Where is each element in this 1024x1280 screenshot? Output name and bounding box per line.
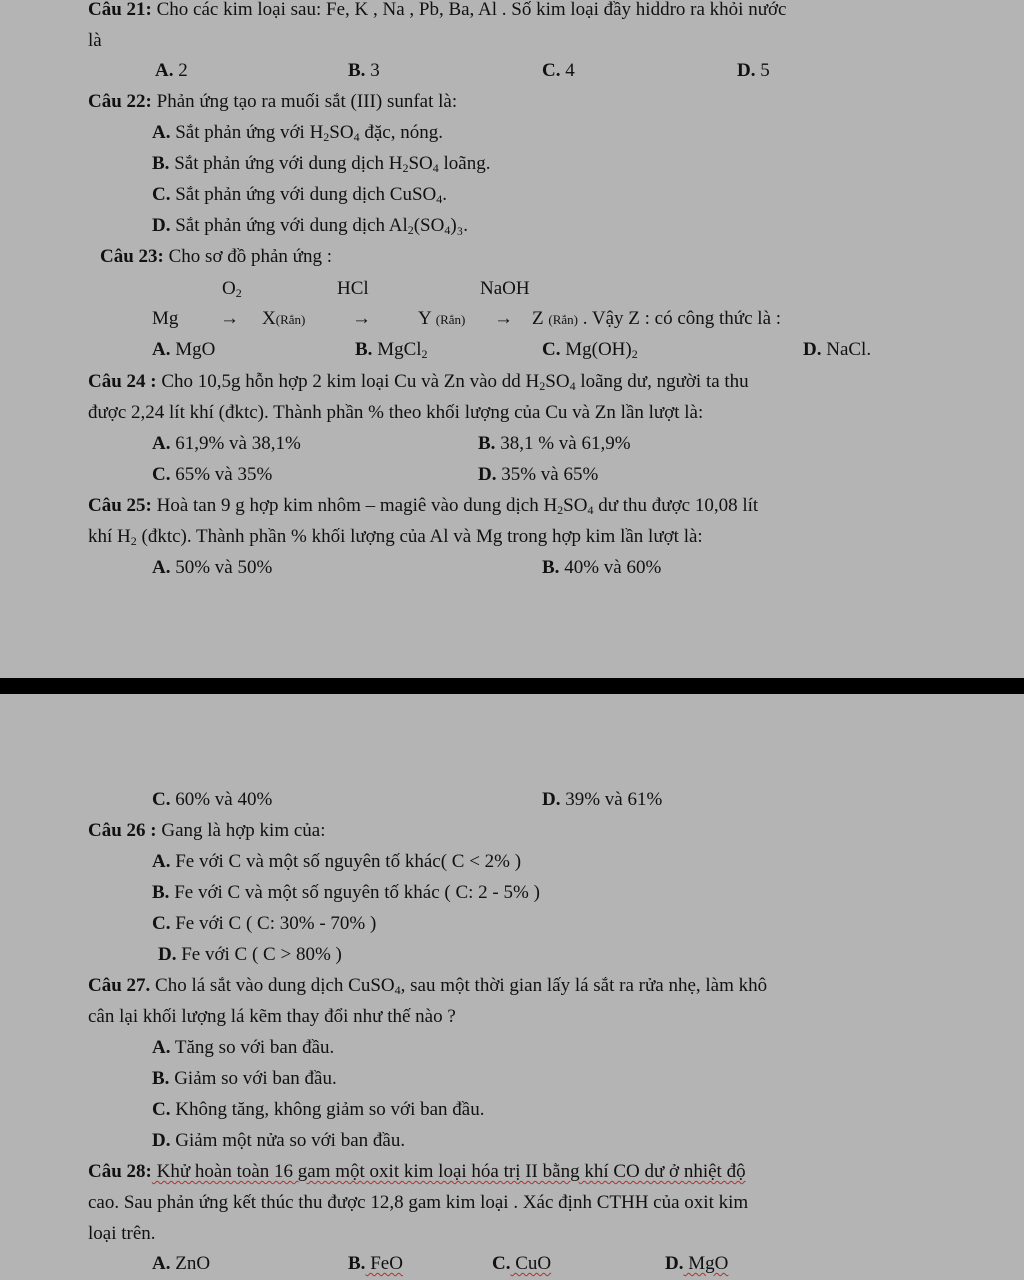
q22-option-c[interactable]: C. Sắt phản ứng với dung dịch CuSO$_4$.	[152, 184, 447, 206]
page-break-bar	[0, 678, 1024, 694]
q24-option-d[interactable]: D. 35% và 65%	[478, 464, 599, 485]
q25-stem-cont: khí $H_2$ (đktc). Thành phần % khối lượng của Al và Mg trong hợp kim lần lượt là:	[88, 526, 703, 548]
q24-option-c[interactable]: C. 65% và 35%	[152, 464, 273, 485]
q23-arrow-3: →	[494, 308, 513, 329]
q28-stem-cont-1: cao. Sau phản ứng kết thúc thu được 12,8 gam kim loại . Xác định CTHH của oxit kim	[88, 1192, 749, 1213]
q22-option-a[interactable]: A. Sắt phản ứng với $H_2SO_4$ đặc, nóng.	[152, 122, 443, 144]
q26-option-c[interactable]: C. Fe với C ( C: 30% - 70% )	[152, 913, 377, 934]
q23-reagent-hcl: HCl	[337, 278, 369, 299]
q25-option-a[interactable]: A. 50% và 50%	[152, 557, 273, 578]
q23-start-mg: Mg	[152, 308, 179, 329]
q22-stem: Câu 22: Phản ứng tạo ra muối sắt (III) sunfat là:	[88, 91, 458, 112]
q27-stem-cont: cân lại khối lượng lá kẽm thay đổi như thế nào ?	[88, 1006, 456, 1027]
q23-option-c[interactable]: C. $Mg(OH)_2$	[542, 339, 638, 361]
q28-option-c[interactable]: C. CuO	[492, 1253, 552, 1274]
q21-option-b[interactable]: B. 3	[348, 60, 380, 81]
q26-option-b[interactable]: B. Fe với C và một số nguyên tố khác ( C: 2 - 5% )	[152, 882, 540, 903]
q23-reagent-naoh: NaOH	[480, 278, 530, 299]
q21-option-d[interactable]: D. 5	[737, 60, 770, 81]
q25-option-c[interactable]: C. 60% và 40%	[152, 789, 273, 810]
q27-option-a[interactable]: A. Tăng so với ban đầu.	[152, 1037, 335, 1058]
q27-label: Câu 27.	[88, 975, 151, 996]
q24-option-b[interactable]: B. 38,1 % và 61,9%	[478, 433, 631, 454]
q23-x: X(Rắn)	[262, 308, 306, 329]
q22-option-b[interactable]: B. Sắt phản ứng với dung dịch $H_2SO_4$ loãng.	[152, 153, 491, 175]
q27-option-c[interactable]: C. Không tăng, không giảm so với ban đầu.	[152, 1099, 485, 1120]
q23-y: Y (Rắn)	[418, 308, 466, 329]
q23-z: Z (Rắn) . Vậy Z : có công thức là :	[532, 308, 782, 329]
q24-label: Câu 24 :	[88, 371, 157, 392]
q25-option-b[interactable]: B. 40% và 60%	[542, 557, 662, 578]
q28-stem: Câu 28: Khử hoàn toàn 16 gam một oxit kim loại hóa trị II bằng khí CO dư ở nhiệt độ	[88, 1161, 746, 1182]
q23-arrow-2: →	[352, 308, 371, 329]
q23-arrow-1: →	[220, 308, 239, 329]
q25-label: Câu 25:	[88, 495, 152, 516]
q22-label: Câu 22:	[88, 91, 152, 112]
q24-stem: Câu 24 : Cho 10,5g hỗn hợp 2 kim loại Cu và Zn vào dd $H_2SO_4$ loãng dư, người ta thu	[88, 371, 749, 393]
q26-label: Câu 26 :	[88, 820, 157, 841]
q28-option-d[interactable]: D. MgO	[665, 1253, 729, 1274]
q21-option-c[interactable]: C. 4	[542, 60, 575, 81]
q21-option-a[interactable]: A. 2	[155, 60, 188, 81]
q22-option-d[interactable]: D. Sắt phản ứng với dung dịch $Al_2(SO_4)_3$.	[152, 215, 469, 237]
q23-option-d[interactable]: D. NaCl.	[803, 339, 872, 360]
q26-stem: Câu 26 : Gang là hợp kim của:	[88, 820, 326, 841]
q23-stem: Câu 23: Cho sơ đồ phản ứng :	[100, 246, 332, 267]
q25-option-d[interactable]: D. 39% và 61%	[542, 789, 663, 810]
q24-option-a[interactable]: A. 61,9% và 38,1%	[152, 433, 301, 454]
q23-reagent-o2: $O_2$	[222, 278, 242, 300]
q23-option-b[interactable]: B. MgCl$_2$	[355, 339, 428, 361]
q26-option-a[interactable]: A. Fe với C và một số nguyên tố khác( C < 2% )	[152, 851, 522, 872]
q23-label: Câu 23:	[100, 246, 164, 267]
q21-stem-cont: là	[88, 30, 102, 51]
q21-stem	[88, 0, 786, 22]
q27-option-d[interactable]: D. Giảm một nửa so với ban đầu.	[152, 1130, 406, 1151]
q28-stem-cont-2: loại trên.	[88, 1223, 156, 1244]
q27-option-b[interactable]: B. Giảm so với ban đầu.	[152, 1068, 337, 1089]
q21-label: Câu 21:	[88, 0, 152, 20]
q28-option-a[interactable]: A. ZnO	[152, 1253, 211, 1274]
q25-stem: Câu 25: Hoà tan 9 g hợp kim nhôm – magiê vào dung dịch $H_2SO_4$ dư thu được 10,08 lít	[88, 495, 759, 517]
q21-text: Cho các kim loại sau: Fe, K , Na , Pb, Ba, Al . Số kim loại đầy hiddro ra khỏi nước	[151, 0, 787, 20]
q23-option-a[interactable]: A. MgO	[152, 339, 216, 360]
q28-option-b[interactable]: B. FeO	[348, 1253, 403, 1274]
q27-stem: Câu 27. Cho lá sắt vào dung dịch CuSO$_4$, sau một thời gian lấy lá sắt ra rửa nhẹ, làm khô	[88, 975, 768, 997]
q26-option-d[interactable]: D. Fe với C ( C > 80% )	[158, 944, 342, 965]
q24-stem-cont: được 2,24 lít khí (đktc). Thành phần % theo khối lượng của Cu và Zn lần lượt là:	[88, 402, 704, 423]
q28-label: Câu 28:	[88, 1161, 152, 1182]
